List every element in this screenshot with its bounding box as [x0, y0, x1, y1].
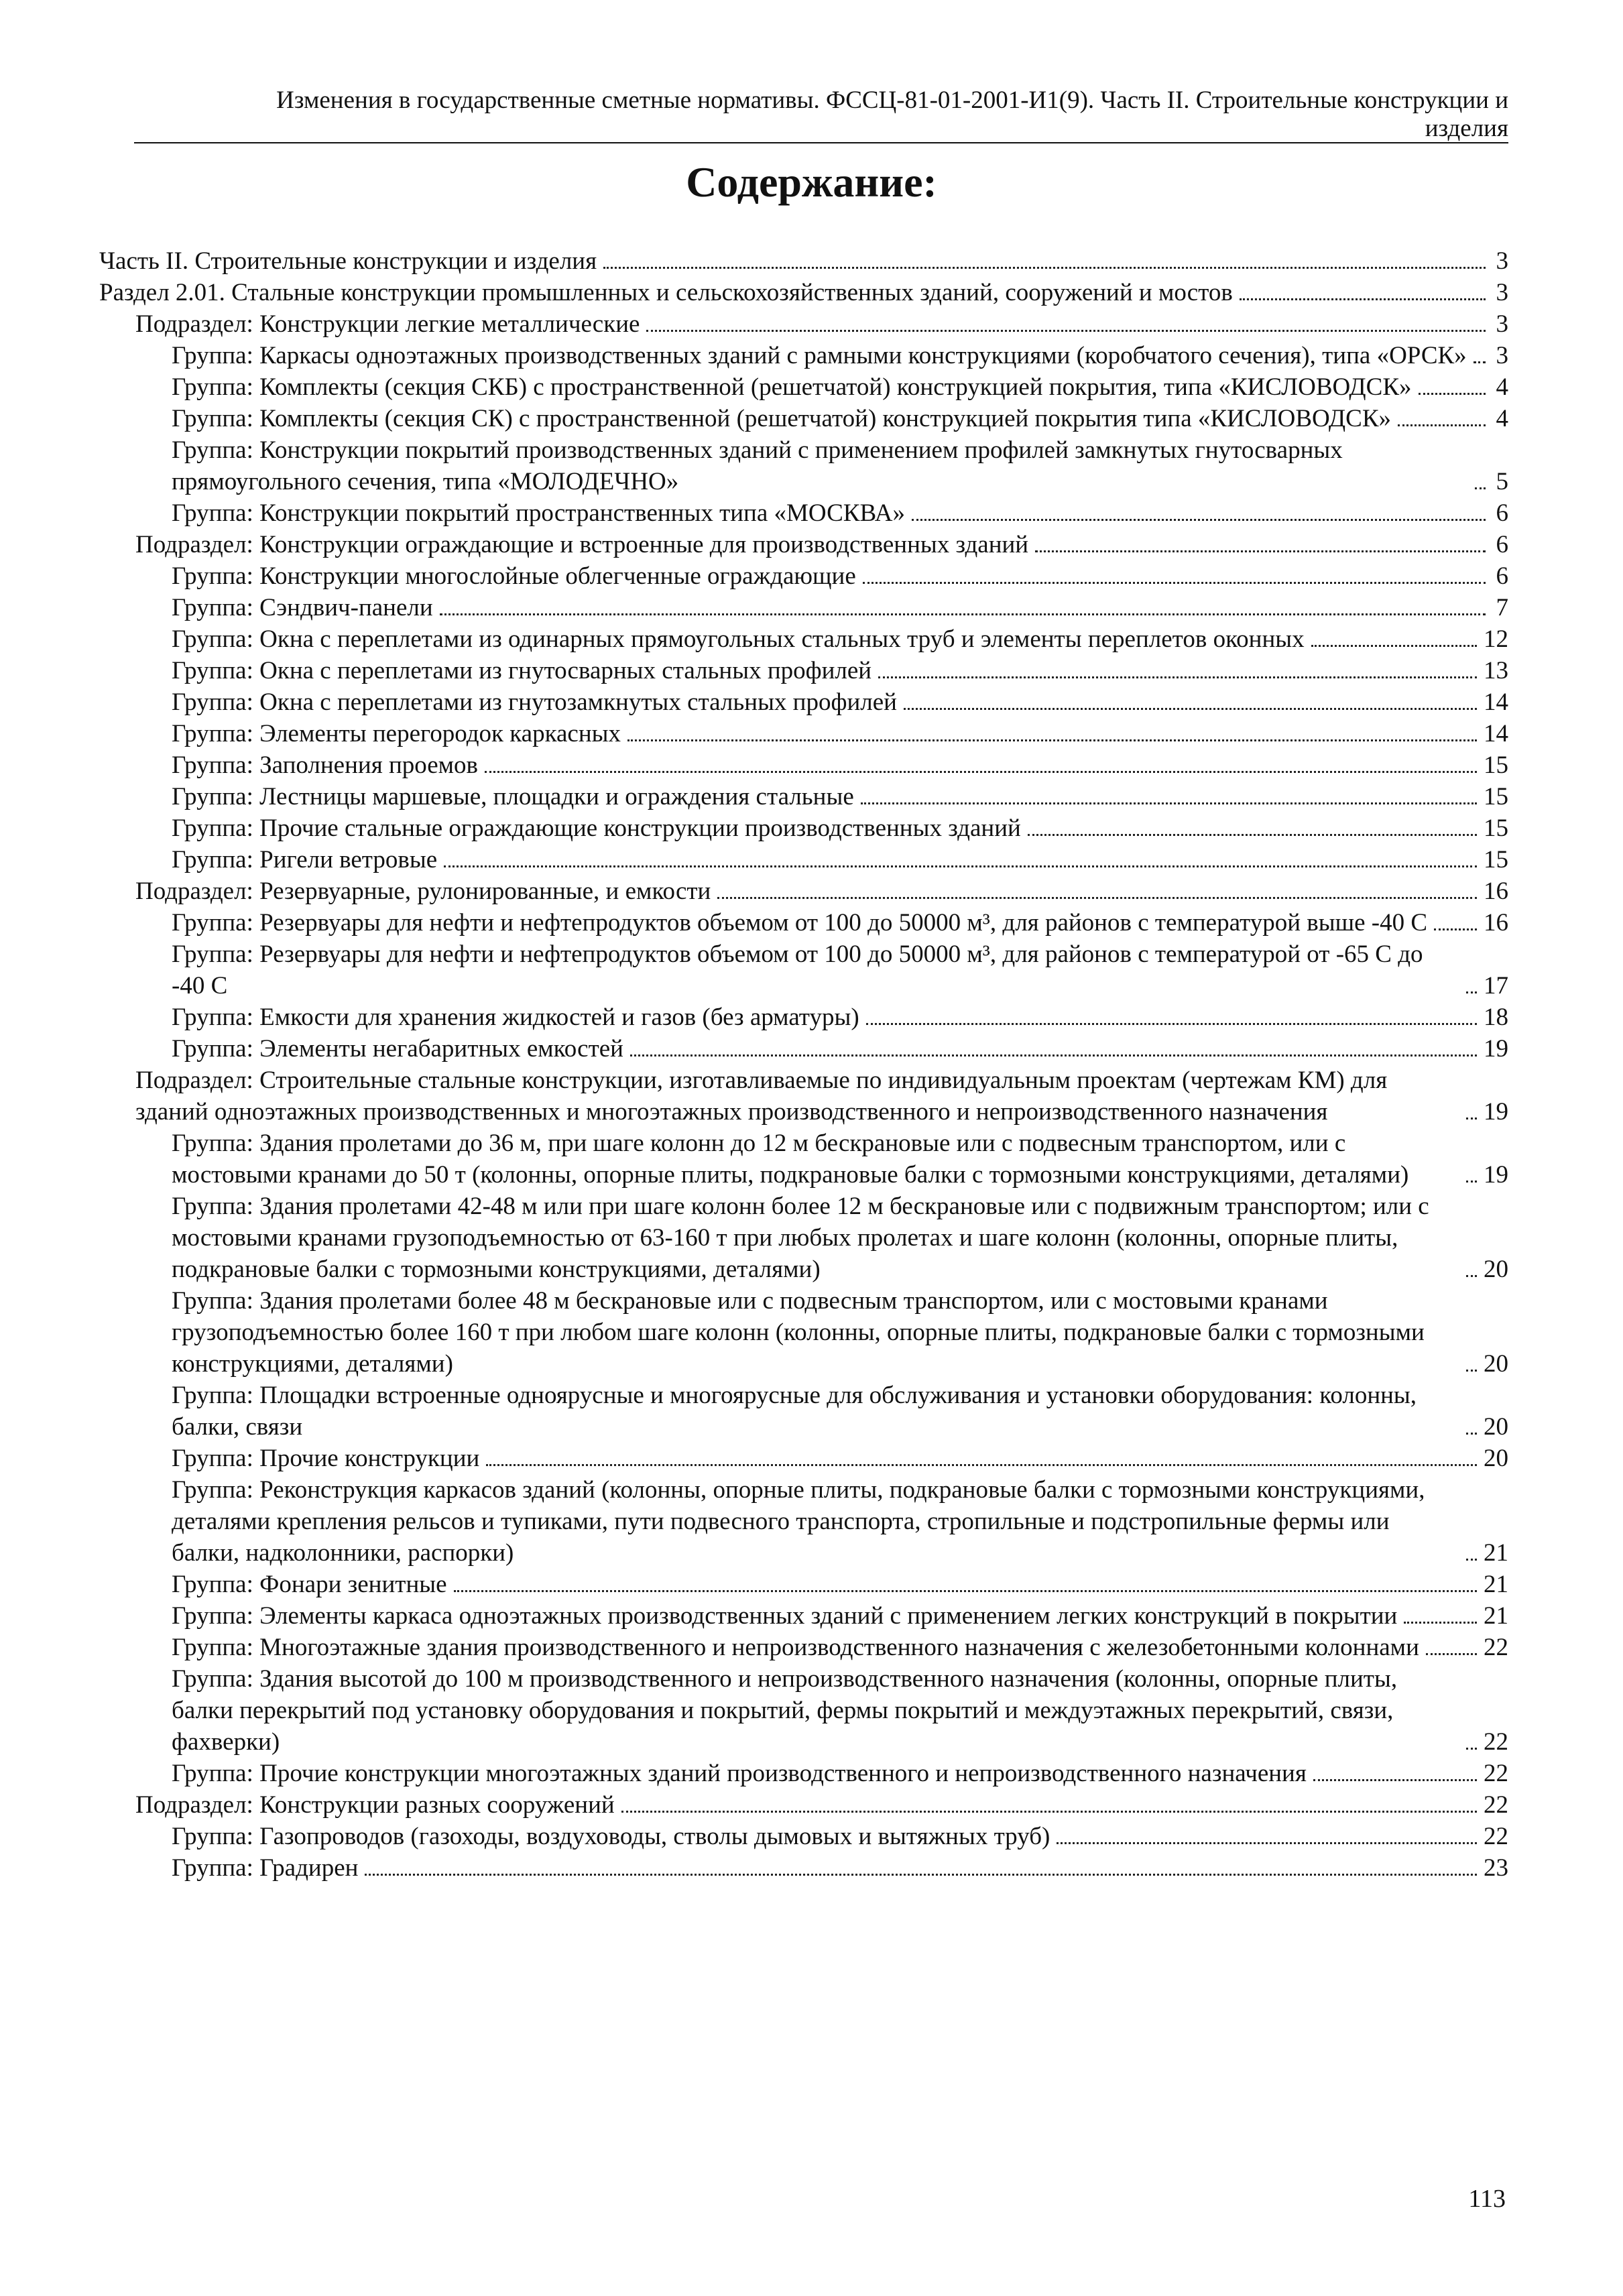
dot-leader: [912, 519, 1486, 521]
dot-leader: [485, 771, 1477, 773]
toc-entry-text: Группа: Градирен: [172, 1854, 359, 1882]
dot-leader: [444, 865, 1477, 867]
toc-entry-page: 19: [1484, 1161, 1508, 1189]
toc-entry-page: 20: [1484, 1256, 1508, 1283]
toc-entry-text: Группа: Реконструкция каркасов зданий (колонны, опорные плиты, подкрановые балки с тормозными конструкциями, деталями крепления рельсов и тупиками, пути подвесного транспорта, стропильные и подстропильные фермы или балки, надколонники, распорки): [172, 1476, 1425, 1567]
dot-leader: [866, 1023, 1477, 1025]
toc-entry-text: Группа: Элементы каркаса одноэтажных производственных зданий с применением легких конструкций в покрытии: [172, 1602, 1398, 1630]
toc-entry-page: 3: [1496, 342, 1508, 369]
toc-entry-page: 15: [1484, 751, 1508, 779]
toc-entry: [99, 1474, 1508, 1569]
toc-entry-text: Группа: Фонари зенитные: [172, 1571, 447, 1598]
dot-leader: [1466, 991, 1477, 993]
toc-entry: [99, 844, 1508, 875]
dot-leader: [1028, 834, 1477, 836]
toc-entry: [99, 1380, 1508, 1443]
header-rule: [134, 142, 1508, 143]
toc-entry-text: Группа: Здания пролетами 42-48 м или при шаге колонн более 12 м бескрановые или с подвижным транспортом; или с мостовыми кранами грузоподъемностью от 63-160 т при любых пролетах и шаге колонн (колонны, опорные плиты, подкрановые балки с тормозными конструкциями, деталями): [172, 1193, 1429, 1283]
toc-entry-text: Подраздел: Конструкции легкие металлические: [135, 310, 640, 338]
toc-entry: [99, 529, 1508, 560]
toc-entry: [99, 308, 1508, 340]
toc-entry-text: Группа: Здания пролетами более 48 м бескрановые или с подвесным транспортом, или с мостовыми кранами грузоподъемностью более 160 т при любом шаге колонн (колонны, опорные плиты, подкрановые балки с тормозными конструкциями, деталями): [172, 1287, 1425, 1378]
toc-entry-text: Группа: Резервуары для нефти и нефтепродуктов объемом от 100 до 50000 м³, для районов с температурой от -65 С до -40 С: [172, 941, 1423, 1000]
dot-leader: [1466, 1748, 1477, 1750]
dot-leader: [454, 1590, 1477, 1592]
dot-leader: [440, 613, 1486, 615]
toc-entry: [99, 1285, 1508, 1380]
toc-entry-page: 16: [1484, 909, 1508, 936]
toc-entry-text: Группа: Лестницы маршевые, площадки и ограждения стальные: [172, 783, 854, 810]
toc-entry: [99, 718, 1508, 749]
toc-entry-page: 13: [1484, 657, 1508, 684]
page-title: Содержание:: [686, 158, 937, 206]
dot-leader: [1466, 1433, 1477, 1435]
dot-leader: [878, 676, 1477, 678]
toc-entry: [99, 371, 1508, 403]
toc-entry-text: Группа: Окна с переплетами из одинарных прямоугольных стальных труб и элементы переплетов оконных: [172, 625, 1305, 653]
dot-leader: [863, 582, 1486, 584]
toc-entry: [99, 1821, 1508, 1852]
toc-entry: [99, 245, 1508, 277]
toc-entry-text: Группа: Прочие конструкции многоэтажных зданий производственного и непроизводственного назначения: [172, 1760, 1307, 1787]
toc-entry: [99, 907, 1508, 939]
toc-entry-text: Группа: Прочие стальные ограждающие конструкции производственных зданий: [172, 814, 1021, 842]
page-number: 113: [1468, 2185, 1506, 2213]
toc-entry: [99, 497, 1508, 529]
toc-entry-text: Группа: Элементы перегородок каркасных: [172, 720, 621, 747]
toc-entry-text: Группа: Заполнения проемов: [172, 751, 479, 779]
dot-leader: [1311, 645, 1477, 647]
dot-leader: [861, 802, 1477, 804]
toc-entry-page: 3: [1496, 310, 1508, 338]
toc-entry-text: Раздел 2.01. Стальные конструкции промышленных и сельскохозяйственных зданий, сооружений и мостов: [99, 279, 1233, 306]
toc-entry: [99, 939, 1508, 1002]
toc-entry: [99, 592, 1508, 623]
dot-leader: [1466, 1370, 1477, 1372]
running-header-line-1: Изменения в государственные сметные нормативы. ФССЦ-81-01-2001-И1(9). Часть II. Строительные конструкции и: [276, 86, 1508, 114]
toc-entry-text: Группа: Резервуары для нефти и нефтепродуктов объемом от 100 до 50000 м³, для районов с температурой выше -40 С: [172, 909, 1428, 936]
toc-entry-text: Группа: Конструкции многослойные облегченные ограждающие: [172, 562, 856, 590]
dot-leader: [1474, 361, 1486, 363]
toc-entry-page: 3: [1496, 279, 1508, 306]
toc-entry: [99, 1852, 1508, 1884]
toc-entry-page: 6: [1496, 531, 1508, 558]
toc-entry-page: 15: [1484, 846, 1508, 873]
toc-entry: [99, 686, 1508, 718]
dot-leader: [486, 1464, 1477, 1466]
toc-entry-text: Группа: Площадки встроенные одноярусные и многоярусные для обслуживания и установки оборудования: колонны, балки, связи: [172, 1382, 1417, 1441]
dot-leader: [1240, 298, 1486, 300]
dot-leader: [621, 1811, 1477, 1813]
toc-entry-text: Группа: Многоэтажные здания производственного и непроизводственного назначения с железобетонными колоннами: [172, 1634, 1419, 1661]
toc-entry-text: Группа: Сэндвич-панели: [172, 594, 433, 621]
toc-entry-text: Группа: Конструкции покрытий пространственных типа «МОСКВА»: [172, 499, 906, 527]
toc-entry-page: 6: [1496, 562, 1508, 590]
toc-entry-text: Подраздел: Конструкции разных сооружений: [135, 1791, 615, 1819]
toc-entry: [99, 875, 1508, 907]
toc-entry: [99, 1191, 1508, 1285]
running-header: [134, 86, 1508, 142]
dot-leader: [1313, 1779, 1477, 1781]
dot-leader: [630, 1054, 1477, 1056]
dot-leader: [1466, 1181, 1477, 1183]
dot-leader: [627, 739, 1477, 741]
toc-entry-page: 6: [1496, 499, 1508, 527]
toc-entry-text: Группа: Емкости для хранения жидкостей и газов (без арматуры): [172, 1004, 859, 1031]
toc-entry: [99, 749, 1508, 781]
toc-entry-text: Группа: Газопроводов (газоходы, воздуховоды, стволы дымовых и вытяжных труб): [172, 1823, 1050, 1850]
toc-entry-text: Подраздел: Резервуарные, рулонированные, и емкости: [135, 878, 711, 905]
toc-entry-text: Группа: Здания пролетами до 36 м, при шаге колонн до 12 м бескрановые или с подвесным транспортом, или с мостовыми кранами до 50 т (колонны, опорные плиты, подкрановые балки с тормозными конструкциями, деталями): [172, 1130, 1409, 1189]
toc-entry: [99, 1443, 1508, 1474]
toc-entry: [99, 1569, 1508, 1600]
toc-entry: [99, 403, 1508, 434]
dot-leader: [1434, 928, 1477, 930]
toc-entry-text: Группа: Окна с переплетами из гнутосварных стальных профилей: [172, 657, 872, 684]
toc-entry-text: Группа: Окна с переплетами из гнутозамкнутых стальных профилей: [172, 688, 897, 716]
toc-entry: [99, 434, 1508, 497]
toc-entry-text: Группа: Каркасы одноэтажных производственных зданий с рамными конструкциями (коробчатого сечения), типа «ОРСК»: [172, 342, 1467, 369]
toc-entry: [99, 277, 1508, 308]
toc-entry-text: Группа: Комплекты (секция СКБ) с пространственной (решетчатой) конструкцией покрытия, типа «КИСЛОВОДСК»: [172, 373, 1412, 401]
toc-entry-page: 22: [1484, 1728, 1508, 1756]
dot-leader: [717, 897, 1477, 899]
toc-entry-text: Группа: Здания высотой до 100 м производственного и непроизводственного назначения (колонны, опорные плиты, балки перекрытий под установку оборудования и покрытий, фермы покрытий и междуэтажных перекрытий, связи, фахверки): [172, 1665, 1398, 1756]
toc-entry-page: 22: [1484, 1791, 1508, 1819]
toc-entry-page: 15: [1484, 783, 1508, 810]
toc-entry: [99, 812, 1508, 844]
dot-leader: [1426, 1653, 1477, 1655]
toc-entry-page: 14: [1484, 720, 1508, 747]
toc-entry-page: 22: [1484, 1823, 1508, 1850]
toc-entry: [99, 340, 1508, 371]
toc-entry-page: 22: [1484, 1634, 1508, 1661]
dot-leader: [1035, 550, 1486, 552]
dot-leader: [365, 1874, 1477, 1876]
toc-entry-text: Группа: Комплекты (секция СК) с пространственной (решетчатой) конструкцией покрытия типа «КИСЛОВОДСК»: [172, 405, 1391, 432]
toc-entry-page: 23: [1484, 1854, 1508, 1882]
toc-entry-page: 20: [1484, 1445, 1508, 1472]
toc-entry: [99, 1033, 1508, 1065]
dot-leader: [646, 330, 1486, 332]
toc-entry: [99, 1065, 1508, 1128]
toc-entry: [99, 560, 1508, 592]
toc-entry-page: 21: [1484, 1539, 1508, 1567]
toc-entry-page: 14: [1484, 688, 1508, 716]
toc-entry-page: 22: [1484, 1760, 1508, 1787]
toc-entry: [99, 1128, 1508, 1191]
toc-entry-text: Подраздел: Конструкции ограждающие и встроенные для производственных зданий: [135, 531, 1029, 558]
dot-leader: [1419, 393, 1486, 395]
toc-entry-page: 4: [1496, 373, 1508, 401]
toc-entry-page: 16: [1484, 878, 1508, 905]
toc-entry-page: 5: [1496, 468, 1508, 495]
toc-entry-text: Подраздел: Строительные стальные конструкции, изготавливаемые по индивидуальным проектам (чертежам КМ) для зданий одноэтажных производственных и многоэтажных производственного и непроизводственного назначения: [135, 1067, 1388, 1126]
dot-leader: [1466, 1275, 1477, 1277]
toc-entry: [99, 1600, 1508, 1632]
toc-entry-page: 19: [1484, 1098, 1508, 1126]
table-of-contents: [99, 245, 1508, 1884]
toc-entry-page: 17: [1484, 972, 1508, 1000]
toc-entry-page: 15: [1484, 814, 1508, 842]
toc-entry-text: Группа: Ригели ветровые: [172, 846, 438, 873]
dot-leader: [1466, 1559, 1477, 1561]
toc-entry-page: 21: [1484, 1602, 1508, 1630]
toc-entry: [99, 1789, 1508, 1821]
dot-leader: [1404, 1622, 1477, 1624]
toc-entry-page: 21: [1484, 1571, 1508, 1598]
dot-leader: [1398, 424, 1486, 426]
running-header-line-2: изделия: [1425, 115, 1508, 142]
toc-entry: [99, 781, 1508, 812]
toc-entry: [99, 1632, 1508, 1663]
toc-entry-page: 3: [1496, 247, 1508, 275]
toc-entry-page: 12: [1484, 625, 1508, 653]
toc-entry-page: 4: [1496, 405, 1508, 432]
dot-leader: [904, 708, 1477, 710]
toc-entry-page: 19: [1484, 1035, 1508, 1063]
toc-entry-text: Группа: Прочие конструкции: [172, 1445, 480, 1472]
toc-entry-text: Часть II. Строительные конструкции и изделия: [99, 247, 597, 275]
dot-leader: [603, 267, 1486, 269]
dot-leader: [1057, 1842, 1477, 1844]
toc-entry-page: 20: [1484, 1350, 1508, 1378]
toc-entry-page: 20: [1484, 1413, 1508, 1441]
toc-entry-text: Группа: Элементы негабаритных емкостей: [172, 1035, 623, 1063]
toc-entry-page: 18: [1484, 1004, 1508, 1031]
toc-entry: [99, 1758, 1508, 1789]
dot-leader: [1466, 1117, 1477, 1120]
toc-entry: [99, 1002, 1508, 1033]
toc-entry: [99, 623, 1508, 655]
toc-entry: [99, 1663, 1508, 1758]
toc-entry-page: 7: [1496, 594, 1508, 621]
toc-entry-text: Группа: Конструкции покрытий производственных зданий с применением профилей замкнутых гнутосварных прямоугольного сечения, типа «МОЛОДЕЧНО»: [172, 436, 1343, 495]
toc-entry: [99, 655, 1508, 686]
dot-leader: [1475, 487, 1486, 489]
